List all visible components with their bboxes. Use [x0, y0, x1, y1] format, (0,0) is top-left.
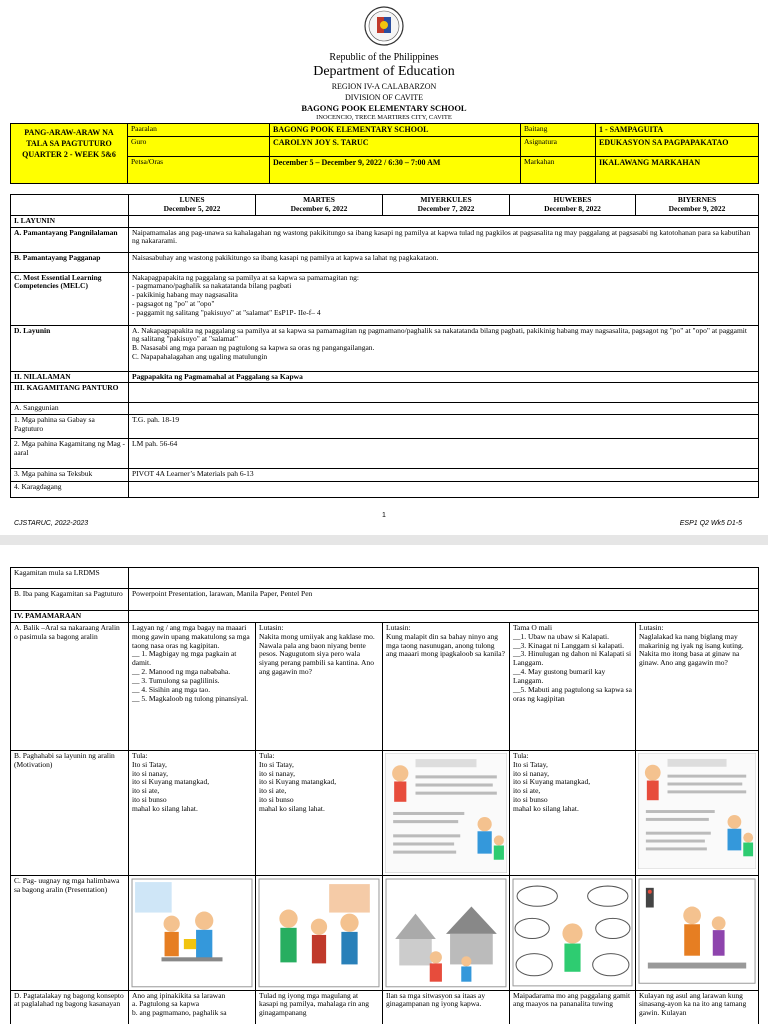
asignatura-value: EDUKASYON SA PAGPAPAKATAO: [596, 137, 759, 157]
row-label: 1. Mga pahina sa Gabay sa Pagtuturo: [11, 415, 129, 439]
school-line: BAGONG POOK ELEMENTARY SCHOOL: [301, 103, 467, 113]
republic-line: Republic of the Philippines: [329, 52, 439, 63]
petsa-value: December 5 – December 9, 2022 / 6:30 – 7:00 AM: [270, 157, 521, 184]
row-label: 4. Karagdagang: [11, 482, 129, 498]
deped-seal-icon: [364, 6, 404, 46]
poem-illustration-icon: [385, 753, 507, 873]
petsa-label: Petsa/Oras: [128, 157, 270, 184]
page-2: [0, 545, 768, 1024]
row-label: B. Pamantayang Pagganap: [11, 252, 129, 272]
row-content: PIVOT 4A Learner’s Materials pah 6-13: [129, 469, 759, 482]
footer-right: ESP1 Q2 Wk5 D1-5: [679, 520, 742, 527]
day-header: MIYERKULES December 7, 2022: [383, 195, 510, 216]
pagtalakay-cell: Tulad ng iyong mga magulang at kasapi ng pamilya, mahalaga rin ang ginagampanang: [256, 990, 383, 1024]
balik-cell: Lutasin: Naglalakad ka nang biglang may makarinig ng iyak ng isang kuting. Nakita mo itong basa at ginaw na ginaw. Ano ang gagawin mo?: [636, 622, 759, 750]
courtesy-words-diagram-icon: [512, 878, 633, 987]
footer-left: CJSTARUC, 2022-2023: [14, 520, 89, 527]
day-header: BIYERNES December 9, 2022: [636, 195, 759, 216]
division-line: DIVISION OF CAVITE: [344, 93, 424, 102]
pagtalakay-cell: Kulayan ng asul ang larawan kung sinasang-ayon ka na ito ang tamang gawin. Kulayan: [636, 990, 759, 1024]
kids-helping-illustration-icon: [131, 878, 253, 988]
balik-cell: Lagyan ng / ang mga bagay na maaari mong gawin upang makatulong sa mga taong nasa oras ng kagipitan. __ 1. Magbigay ng mga pagkain at damit. __ 2. Manood ng mga nababaha. __ 3. Tumulong sa paglilinis. __ 4. Sisihin ang mga tao. __ 5. Magkaloob ng tulong pinansiyal.: [129, 622, 256, 750]
poem-illustration-icon: [638, 753, 756, 869]
row-label: Kagamitan mula sa LRDMS: [11, 568, 129, 589]
row-content: Pagpapakita ng Pagmamahal at Paggalang sa Kapwa: [129, 371, 759, 383]
poem-image: [383, 750, 510, 875]
section-layunin: I. LAYUNIN: [11, 215, 129, 227]
presentation-image: [383, 875, 510, 990]
row-content: Nakapagpapakita ng paggalang sa pamilya at sa kapwa sa pamamagitan ng: - pagmamano/paghalik sa nakatatanda bilang pagbati - pakikinig habang may nagsasalita - pagsagot ng "po" at "opo" - paggamit ng salitang "pakisuyo" at "salamat" EsP1P- IIe-f– 4: [129, 272, 759, 325]
child-crossing-illustration-icon: [638, 878, 756, 984]
poem-image: [636, 750, 759, 875]
info-table: [10, 123, 759, 184]
markahan-value: IKALAWANG MARKAHAN: [596, 157, 759, 184]
lesson-table: [10, 194, 759, 498]
guro-label: Guro: [128, 137, 270, 157]
pagtalakay-cell: Maipadarama mo ang paggalang gamit ang maayos na pananalita tuwing: [510, 990, 636, 1024]
row-label: II. NILALAMAN: [11, 371, 129, 383]
row-content: Powerpoint Presentation, larawan, Manila Paper, Pentel Pen: [129, 589, 759, 611]
family-illustration-icon: [258, 878, 380, 988]
row-content: T.G. pah. 18-19: [129, 415, 759, 439]
asignatura-label: Asignatura: [521, 137, 596, 157]
row-content: A. Nakapagpapakita ng paggalang sa pamilya at sa kapwa sa pamamagitan ng pagmamano/paghalik sa nakatatanda bilang pagbati, pakikinig habang may nagsasalita, pagsagot ng "po" at "opo" at paggamit ng salitang "pakisuyo" at "salamat" B. Nasasabi ang mga paraan ng pagtulong sa kapwa sa oras ng pangangailangan. C. Napapahalagahan ang ugaling matulungin: [129, 325, 759, 371]
tula-cell: Tula: Ito si Tatay, ito si nanay, ito si Kuyang matangkad, ito si ate, ito si bunso mahal ko silang lahat.: [129, 750, 256, 875]
tula-cell: Tula: Ito si Tatay, ito si nanay, ito si Kuyang matangkad, ito si ate, ito si bunso mahal ko silang lahat.: [510, 750, 636, 875]
markahan-label: Markahan: [521, 157, 596, 184]
row-label: B. Paghahabi sa layunin ng aralin (Motivation): [11, 750, 129, 875]
page-number: 1: [382, 512, 386, 519]
presentation-image: [636, 875, 759, 990]
balik-cell: Lutasin: Kung malapit din sa bahay ninyo ang mga taong nasunugan, anong tulong ang maaari mong ipagkaloob sa kanila?: [383, 622, 510, 750]
row-label: B. Iba pang Kagamitan sa Pagtuturo: [11, 589, 129, 611]
guro-value: CAROLYN JOY S. TARUC: [270, 137, 521, 157]
row-label: C. Most Essential Learning Competencies (MELC): [11, 272, 129, 325]
row-label: 2. Mga pahina Kagamitang ng Mag - aaral: [11, 439, 129, 469]
paaralan-label: Paaralan: [128, 124, 270, 137]
row-label: 3. Mga pahina sa Teksbuk: [11, 469, 129, 482]
day-header: LUNES December 5, 2022: [129, 195, 256, 216]
dll-title: PANG-ARAW-ARAW NA TALA SA PAGTUTURO QUARTER 2 - WEEK 5&6: [11, 124, 128, 184]
row-label: D. Layunin: [11, 325, 129, 371]
presentation-image: [256, 875, 383, 990]
department-line: Department of Education: [313, 64, 455, 79]
row-label: A. Sanggunian: [11, 403, 129, 415]
row-label: C. Pag- uugnay ng mga halimbawa sa bagong aralin (Presentation): [11, 875, 129, 990]
address-line: INOCENCIO, TRECE MARTIRES CITY, CAVITE: [316, 114, 452, 121]
pagtalakay-cell: Ano ang ipinakikita sa larawan a. Pagtulong sa kapwa b. ang pagmamano, paghalik sa: [129, 990, 256, 1024]
balik-cell: Tama O mali __1. Ubaw na ubaw si Kalapati. __3. Kinagat ni Langgam si kalapati. __3. Hinulugan ng dahon ni Kalapati si Langgam. __4. May gustong bumaril kay Langgam. __5. Mabuti ang pagtulong sa kapwa sa oras ng kagipitan: [510, 622, 636, 750]
section-pamamaraan: IV. PAMAMARAAN: [11, 611, 129, 623]
pagtalakay-cell: Ilan sa mga sitwasyon sa itaas ay ginagampanan ng iyong kapwa.: [383, 990, 510, 1024]
row-content: Naisasabuhay ang wastong pakikitungo sa ibang kasapi ng pamilya at kapwa sa lahat ng pagkakataon.: [129, 252, 759, 272]
balik-cell: Lutasin: Nakita mong umiiyak ang kaklase mo. Nawala pala ang baon niyang bente pesos. Nagugutom siya pero wala siyang perang pambili sa kantina. Ano ang gagawin mo?: [256, 622, 383, 750]
row-content: Naipamamalas ang pag-unawa sa kahalagahan ng wastong pakikitungo sa ibang kasapi ng pamilya at kapwa tulad ng pagkilos at pagsasalita ng may paggalang at pagsasabi ng katotohanan para sa kabutihan ng nakararami.: [129, 227, 759, 252]
presentation-image: [510, 875, 636, 990]
tula-cell: Tula: Ito si Tatay, ito si nanay, ito si Kuyang matangkad, ito si ate, ito si bunso mahal ko silang lahat.: [256, 750, 383, 875]
row-label: A. Pamantayang Pangnilalaman: [11, 227, 129, 252]
row-label: D. Pagtatalakay ng bagong konsepto at paglalahad ng bagong kasanayan: [11, 990, 129, 1024]
lesson-table-continued: [10, 567, 759, 1024]
paaralan-value: BAGONG POOK ELEMENTARY SCHOOL: [270, 124, 521, 137]
baitang-label: Baitang: [521, 124, 596, 137]
row-label: III. KAGAMITANG PANTURO: [11, 383, 129, 403]
baitang-value: 1 - SAMPAGUITA: [596, 124, 759, 137]
day-header: MARTES December 6, 2022: [256, 195, 383, 216]
region-line: REGION IV-A CALABARZON: [331, 82, 437, 91]
presentation-image: [129, 875, 256, 990]
row-label: A. Balik –Aral sa nakaraang Aralin o pasimula sa bagong aralin: [11, 622, 129, 750]
calamity-illustration-icon: [385, 878, 507, 988]
day-header: HUWEBES December 8, 2022: [510, 195, 636, 216]
row-content: LM pah. 56-64: [129, 439, 759, 469]
